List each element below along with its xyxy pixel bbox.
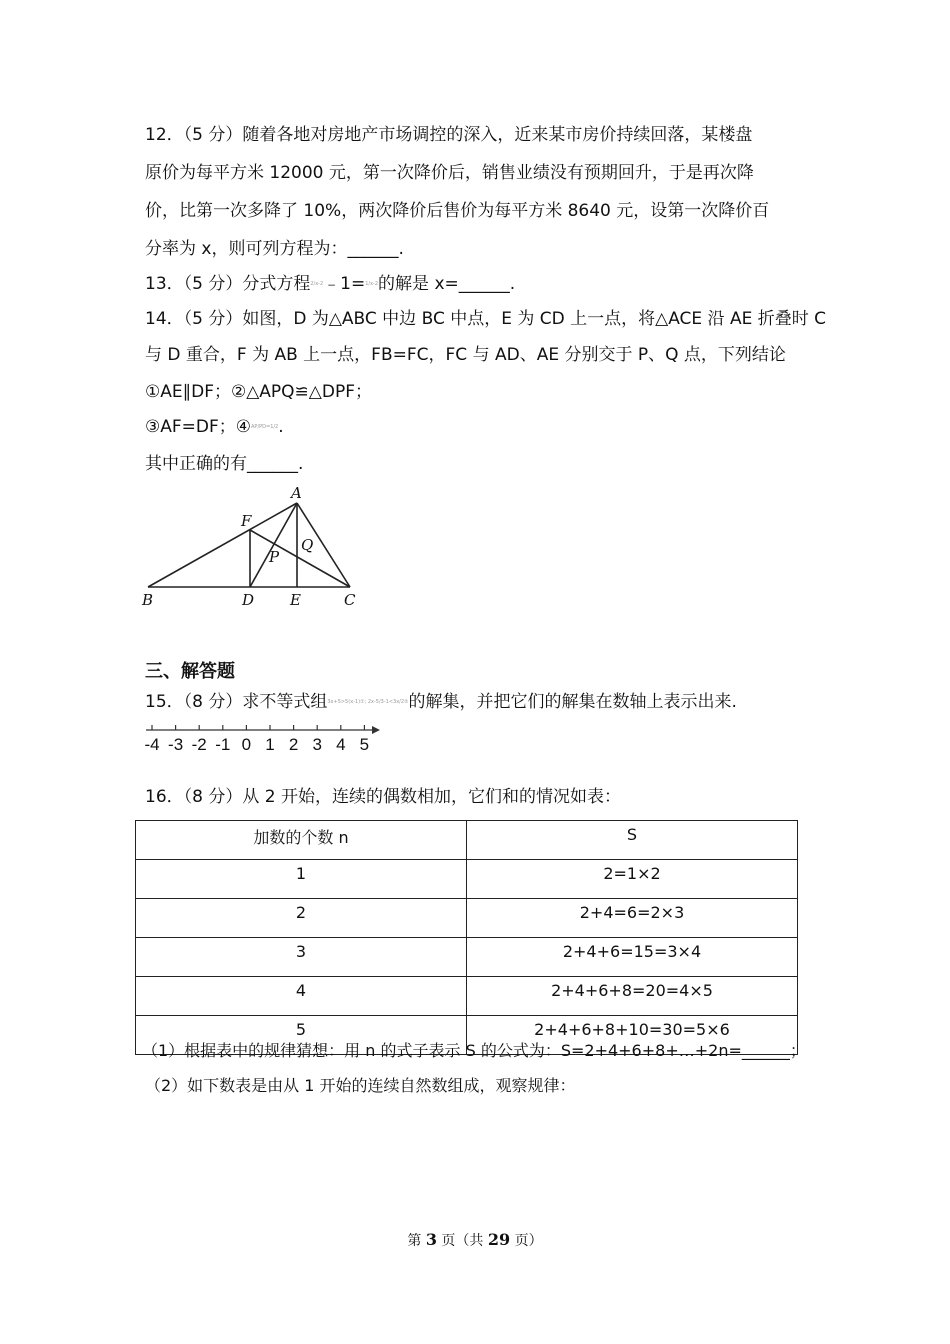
segment-fc [250,530,350,587]
number-line-label: -2 [191,735,207,754]
footer-mid: 页（共 [436,1233,488,1249]
table-cell-n: 3 [136,938,467,977]
table-cell-n: 1 [136,860,467,899]
q12-line-4: 分率为 x，则可列方程为：______. [145,239,404,259]
table-cell-s: 2+4+6+8=20=4×5 [467,977,798,1016]
q13-fraction-2: 1/x-2 [365,281,379,287]
label-e: E [290,591,301,609]
q15-line [145,691,737,713]
q14-answer-line: 其中正确的有______. [145,454,304,474]
label-p: P [269,548,280,566]
table-header-s: S [467,821,798,860]
table-cell-n: 4 [136,977,467,1016]
footer-page-number: 3 [425,1230,437,1249]
table-cell-s: 2+4+6+8+10=30=5×6 [467,1016,798,1055]
q14-conclusion-3: ③AF=DF；④ [145,417,252,437]
number-line-label: 2 [288,735,299,754]
q13-prefix: 13．（5 分）分式方程 [145,274,311,294]
triangle-figure [140,480,370,610]
q14-period: . [278,417,284,437]
q15-inequality-system: 3x+5>5(x-1)①; 2x-5/3-1<3x/2② [327,699,409,705]
number-line-label: -3 [168,735,184,754]
footer-total-pages: 29 [487,1230,511,1249]
table-header-n: 加数的个数 n [136,821,467,860]
q16-part-2: （2）如下数表是由从 1 开始的连续自然数组成，观察规律： [145,1076,576,1095]
q14-fraction: AP/PD=1/2 [251,424,279,430]
q16-intro: 16．（8 分）从 2 开始，连续的偶数相加，它们和的情况如表： [145,787,621,807]
label-b: B [142,591,154,609]
number-line-label: 1 [265,735,275,754]
number-line-label: 0 [241,735,252,754]
number-line-label: 3 [312,735,322,754]
q12-line-1: 12．（5 分）随着各地对房地产市场调控的深入，近来某市房价持续回落，某楼盘 [145,125,753,145]
label-d: D [242,591,255,609]
segment-ba [148,503,297,587]
table-row [136,977,798,1016]
footer-pre: 第 [407,1233,426,1249]
table-row [136,938,798,977]
q12-line-3: 价，比第一次多降了 10%，两次降价后售价为每平方米 8640 元，设第一次降价百 [145,201,770,221]
q14-line-2: 与 D 重合，F 为 AB 上一点，FB=FC，FC 与 AD、AE 分别交于 P、Q 点，下列结论 [145,345,786,365]
q15-suffix: 的解集，并把它们的解集在数轴上表示出来. [408,692,737,712]
table-cell-s: 2=1×2 [467,860,798,899]
q14-line-3: ①AE∥DF；②△APQ≌△DPF； [145,382,372,402]
table-header-row [136,821,798,860]
q13-line [145,273,515,295]
q13-fraction-1: 2/x-2 [310,281,324,287]
q16-part-1: （1）根据表中的规律猜想：用 n 的式子表示 S 的公式为：S=2+4+6+8+…+2n=______； [142,1041,806,1060]
table-row [136,860,798,899]
table-cell-s: 2+4=6=2×3 [467,899,798,938]
number-line-label: 5 [359,735,370,754]
label-f: F [241,512,252,530]
label-q: Q [301,536,314,554]
q12-line-2: 原价为每平方米 12000 元，第一次降价后，销售业绩没有预期回升，于是再次降 [145,163,754,183]
table-row [136,899,798,938]
section-heading: 三、解答题 [145,661,235,682]
table-cell-n: 5 [136,1016,467,1055]
footer-post: 页） [510,1233,543,1249]
q13-suffix: 的解是 x=______. [378,274,516,294]
table-cell-n: 2 [136,899,467,938]
q14-line-4 [145,416,284,438]
label-a: A [291,484,302,502]
number-line-label: -1 [215,735,231,754]
sum-table [135,820,798,1055]
q14-line-1: 14．（5 分）如图，D 为△ABC 中边 BC 中点，E 为 CD 上一点，将△ACE 沿 AE 折叠时 C [145,309,827,329]
q15-prefix: 15．（8 分）求不等式组 [145,692,328,712]
page-footer [0,1230,950,1250]
number-line-label: 4 [336,735,346,754]
label-c: C [344,591,356,609]
q13-middle: ﹣1= [323,274,366,294]
table-cell-s: 2+4+6=15=3×4 [467,938,798,977]
number-line [140,722,385,754]
number-line-label: -4 [144,735,160,754]
